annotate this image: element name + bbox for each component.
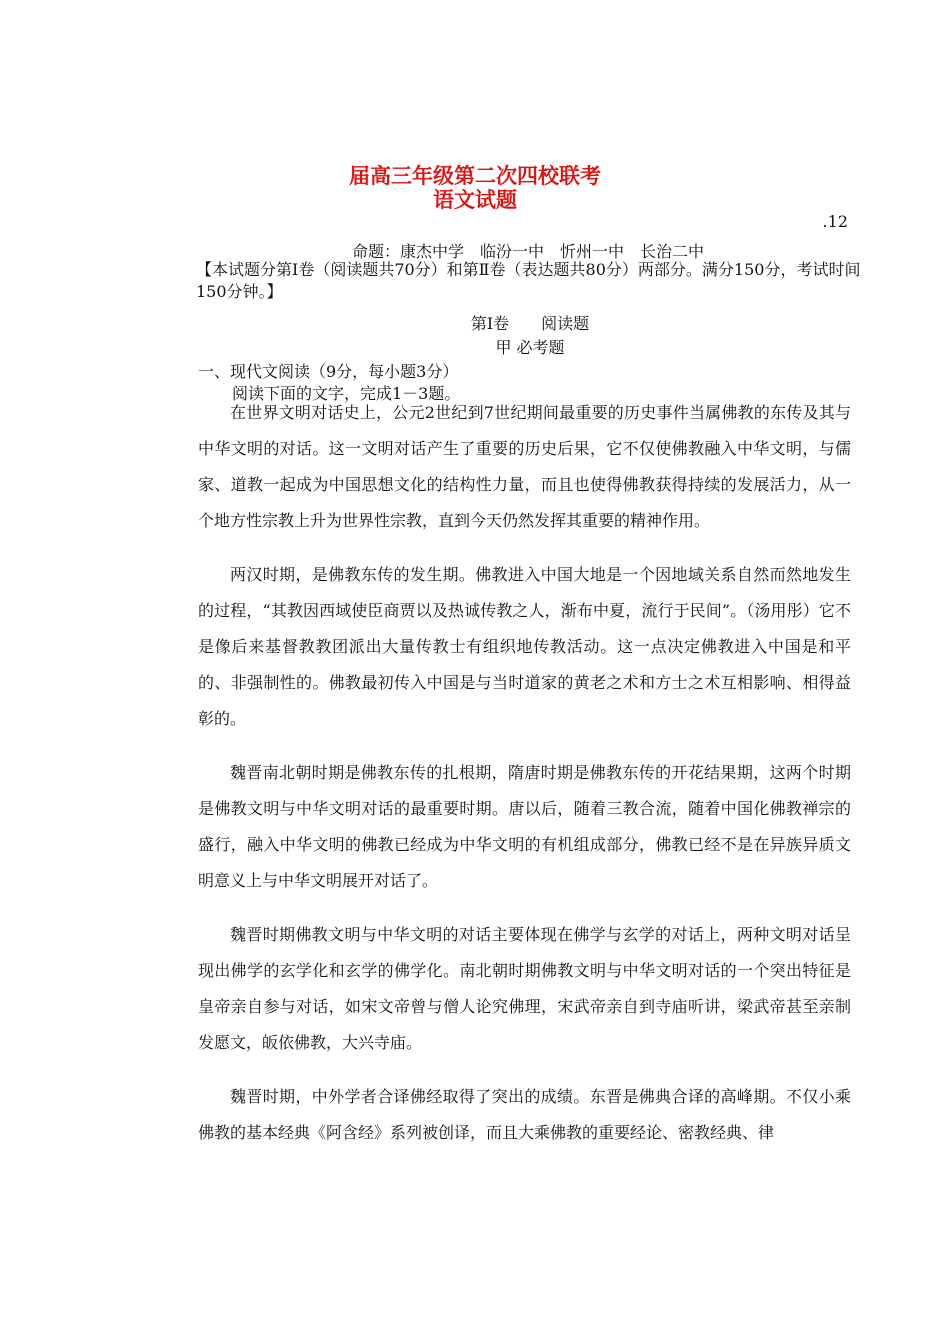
section-heading: 一、现代文阅读（9分，每小题3分） <box>198 362 459 381</box>
exam-date: .12 <box>822 212 848 231</box>
passage-paragraph: 在世界文明对话史上，公元2世纪到7世纪期间最重要的历史事件当属佛教的东传及其与中华文明的对话。这一文明对话产生了重要的历史后果，它不仅使佛教融入中华文明，与儒家、道教一起成为中国思想文化的结构性力量，而且也使得佛教获得持续的发展活力，从一个地方性宗教上升为世界性宗教，直到今天仍然发挥其重要的精神作用。 <box>198 403 851 530</box>
authors-line: 命题：康杰中学 临汾一中 忻州一中 长治二中 <box>351 242 704 261</box>
section-instruction: 阅读下面的文字，完成1－3题。 <box>232 384 461 403</box>
exam-title: 届高三年级第二次四校联考 <box>349 164 601 188</box>
passage-paragraph: 魏晋时期佛教文明与中华文明的对话主要体现在佛学与玄学的对话上，两种文明对话呈现出佛学的玄学化和玄学的佛学化。南北朝时期佛教文明与中华文明对话的一个突出特征是皇帝亲自参与对话，如宋文帝曾与僧人论究佛理，宋武帝亲自到寺庙听讲，梁武帝甚至亲制发愿文，皈依佛教，大兴寺庙。 <box>198 925 851 1052</box>
exam-subject-title: 语文试题 <box>433 188 517 212</box>
passage-paragraph: 魏晋南北朝时期是佛教东传的扎根期，隋唐时期是佛教东传的开花结果期，这两个时期是佛教文明与中华文明对话的最重要时期。唐以后，随着三教合流，随着中国化佛教禅宗的盛行，融入中华文明的佛教已经成为中华文明的有机组成部分，佛教已经不是在异族异质文明意义上与中华文明展开对话了。 <box>198 763 851 890</box>
passage-paragraph: 两汉时期，是佛教东传的发生期。佛教进入中国大地是一个因地域关系自然而然地发生的过程，“其教因西域使臣商贾以及热诚传教之人，渐布中夏，流行于民间”。（汤用彤）它不是像后来基督教教团派出大量传教士有组织地传教活动。这一点决定佛教进入中国是和平的、非强制性的。佛教最初传入中国是与当时道家的黄老之术和方士之术互相影响、相得益彰的。 <box>198 565 851 728</box>
reading-passage <box>198 395 851 1151</box>
volume-title: 第Ⅰ卷 阅读题 <box>470 314 590 333</box>
volume-subtitle: 甲 必考题 <box>495 338 565 357</box>
passage-paragraph: 魏晋时期，中外学者合译佛经取得了突出的成绩。东晋是佛典合译的高峰期。不仅小乘佛教的基本经典《阿含经》系列被创译，而且大乘佛教的重要经论、密教经典、律 <box>198 1087 851 1142</box>
exam-note: 【本试题分第Ⅰ卷（阅读题共70分）和第Ⅱ卷（表达题共80分）两部分。满分150分，考试时间150分钟。】 <box>196 260 861 301</box>
